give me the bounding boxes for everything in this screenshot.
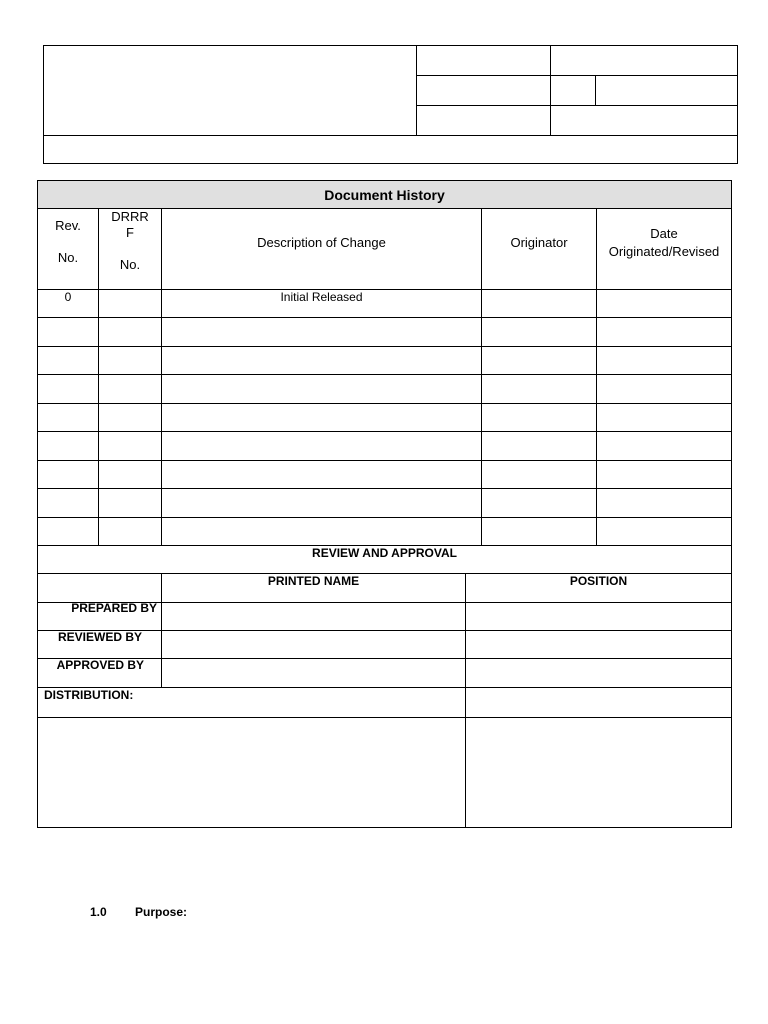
review-col-divider: [465, 573, 466, 828]
row-rev: 0: [64, 290, 72, 304]
header-field-divider: [550, 45, 551, 135]
col-header-description: Description of Change: [257, 234, 386, 250]
document-history-title: Document History: [324, 186, 445, 203]
table-row: [38, 517, 731, 545]
col-header-rev: [38, 218, 98, 266]
row-description: Initial Released: [280, 290, 363, 304]
header-row-divider: [416, 105, 738, 106]
header-title-area: [44, 46, 416, 135]
header-field-subdivider: [595, 75, 596, 105]
section-title: Purpose:: [135, 905, 188, 919]
col-header-originator: Originator: [510, 234, 568, 250]
table-row: [38, 431, 731, 459]
header-footer-area: [44, 136, 737, 163]
section-number: 1.0: [90, 905, 107, 919]
review-approval-title: REVIEW AND APPROVAL: [312, 546, 457, 560]
header-row-divider: [416, 75, 738, 76]
table-row: [38, 289, 731, 317]
col-header-rev-line2: No.: [57, 250, 79, 265]
review-row-divider: [37, 717, 732, 718]
table-row: [38, 317, 731, 345]
col-header-date-line2: Originated/Revised: [608, 244, 720, 259]
table-row: [38, 346, 731, 374]
col-header-drrrf-line1: DRRR: [111, 209, 149, 224]
col-header-date: [597, 225, 731, 261]
col-header-position: POSITION: [569, 574, 628, 588]
table-row: [38, 488, 731, 516]
table-row: [38, 374, 731, 402]
table-row: [38, 403, 731, 431]
distribution-label: DISTRIBUTION:: [44, 688, 134, 702]
table-row: [38, 460, 731, 488]
header-title-divider: [416, 45, 417, 135]
reviewed-by-label: REVIEWED BY: [57, 630, 142, 644]
col-header-drrrf-line3: No.: [119, 257, 141, 272]
prepared-by-label: PREPARED BY: [71, 601, 157, 615]
col-header-drrrf-line2: F: [126, 225, 134, 240]
col-header-printed-name: PRINTED NAME: [267, 574, 360, 588]
approved-by-label: APPROVED BY: [56, 658, 144, 672]
col-header-rev-line1: Rev.: [55, 218, 81, 233]
review-row-divider: [37, 687, 732, 688]
col-header-date-line1: Date: [650, 226, 678, 241]
col-header-drrrf: [99, 209, 161, 273]
